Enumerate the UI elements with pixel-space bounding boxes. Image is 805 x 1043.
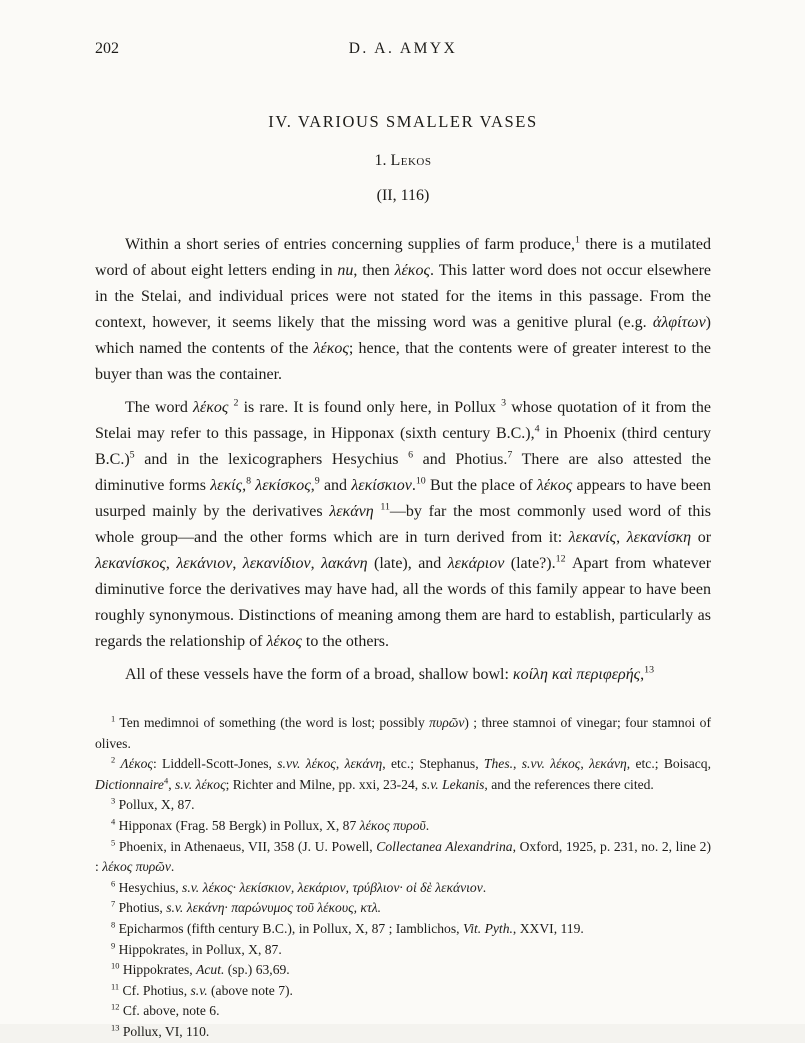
footnote-item: $^{12}$ Cf. above, note 6.	[111, 1001, 220, 1019]
footnote-item: $^{11}$ Cf. Photius, s.v. (above note 7).	[111, 981, 293, 998]
stelai-reference: (II, 116)	[376, 187, 430, 204]
footnote-item: $^6$ Hesychius, s.v. λέκος· λεκίσκιον, λεκάριον, τρύβλιον· οἱ δὲ λεκάνιον.	[111, 878, 487, 895]
body-text	[95, 232, 711, 688]
footnote-item: $^9$ Hippokrates, in Pollux, X, 87.	[111, 940, 282, 957]
footnote-item: $^4$ Hipponax (Frag. 58 Bergk) in Pollux, X, 87 λέκος πυροῦ.	[111, 816, 430, 833]
body-paragraph: The word λέκος $^2$ is rare. It is found only here, in Pollux $^3$ whose quotation of it from the Stelai may refer to this passage, in Hipponax (sixth century B.C.),$^4$ in Phoenix (third century B.C.)$^5$ and in the lexicographers Hesychius $^6$ and Photius.$^7$ There are also attested the diminutive forms λεκίς,$^8$ λεκίσκος,$^9$ and λεκίσκιον.$^{10}$ But the place of λέκος appears to have been usurped mainly by the derivatives λεκάνη $^{11}$—by far the most commonly used word of this whole group—and the other forms which are in turn derived from it: λεκανίς, λεκανίσκη or λεκανίσκος, λεκάνιον, λεκανίδιον, λακάνη (late), and λεκάριον (late?).$^{12}$ Apart from whatever diminutive force the derivatives may have had, all the words of this family appear to have been roughly synonymous. Distinctions of meaning among them are hard to establish, particularly as regards the relationship of λέκος to the others.	[95, 397, 712, 650]
body-paragraph: All of these vessels have the form of a broad, shallow bowl: κοίλη καὶ περιφερής,$^{13}$	[125, 664, 655, 683]
running-header	[95, 40, 711, 62]
footnote-item: $^1$ Ten medimnoi of something (the word is lost; possibly πυρῶν) ; three stamnoi of vinegar; four stamnoi of olives.	[95, 713, 711, 751]
body-paragraph: Within a short series of entries concerning supplies of farm produce,$^1$ there is a mutilated word of about eight letters ending in nu, then λέκος. This latter word does not occur elsewhere in the Stelai, and individual prices were not stated for the items in this passage. From the context, however, it seems likely that the missing word was a genitive plural (e.g. ἀλφίτων) which named the contents of the λέκος; hence, that the contents were of greater interest to the buyer than was the container.	[95, 234, 712, 383]
subsection-name: Lekos	[390, 152, 432, 169]
footnotes-section	[95, 713, 711, 1043]
subsection-number: 1.	[374, 152, 387, 169]
section-title: IV. VARIOUS SMALLER VASES	[268, 112, 538, 131]
footnote-item: $^2$ Λέκος: Liddell-Scott-Jones, s.vv. λέκος, λεκάνη, etc.; Stephanus, Thes., s.vv. λέκος, λεκάνη, etc.; Boisacq, Dictionnaire$^4$, s.v. λέκος; Richter and Milne, pp. xxi, 23-24, s.v. Lekanis, and the references there cited.	[95, 754, 712, 792]
footnote-item: $^3$ Pollux, X, 87.	[111, 795, 195, 813]
footnote-item: $^7$ Photius, s.v. λεκάνη· παρώνυμος τοῦ λέκους, κτλ.	[111, 898, 382, 916]
footnote-item: $^8$ Epicharmos (fifth century B.C.), in Pollux, X, 87 ; Iamblichos, Vit. Pyth., XXVI, 119.	[111, 919, 584, 936]
footnote-item: $^{13}$ Pollux, VI, 110.	[111, 1022, 210, 1039]
running-head-author: D. A. AMYX	[348, 40, 458, 57]
footnote-item: $^{10}$ Hippokrates, Acut. (sp.) 63,69.	[111, 960, 290, 978]
subsection-title	[95, 152, 711, 170]
footnote-item: $^5$ Phoenix, in Athenaeus, VII, 358 (J. U. Powell, Collectanea Alexandrina, Oxford, 1925, p. 231, no. 2, line 2) : λέκος πυρῶν.	[95, 837, 711, 875]
page-number: 202	[95, 40, 119, 57]
